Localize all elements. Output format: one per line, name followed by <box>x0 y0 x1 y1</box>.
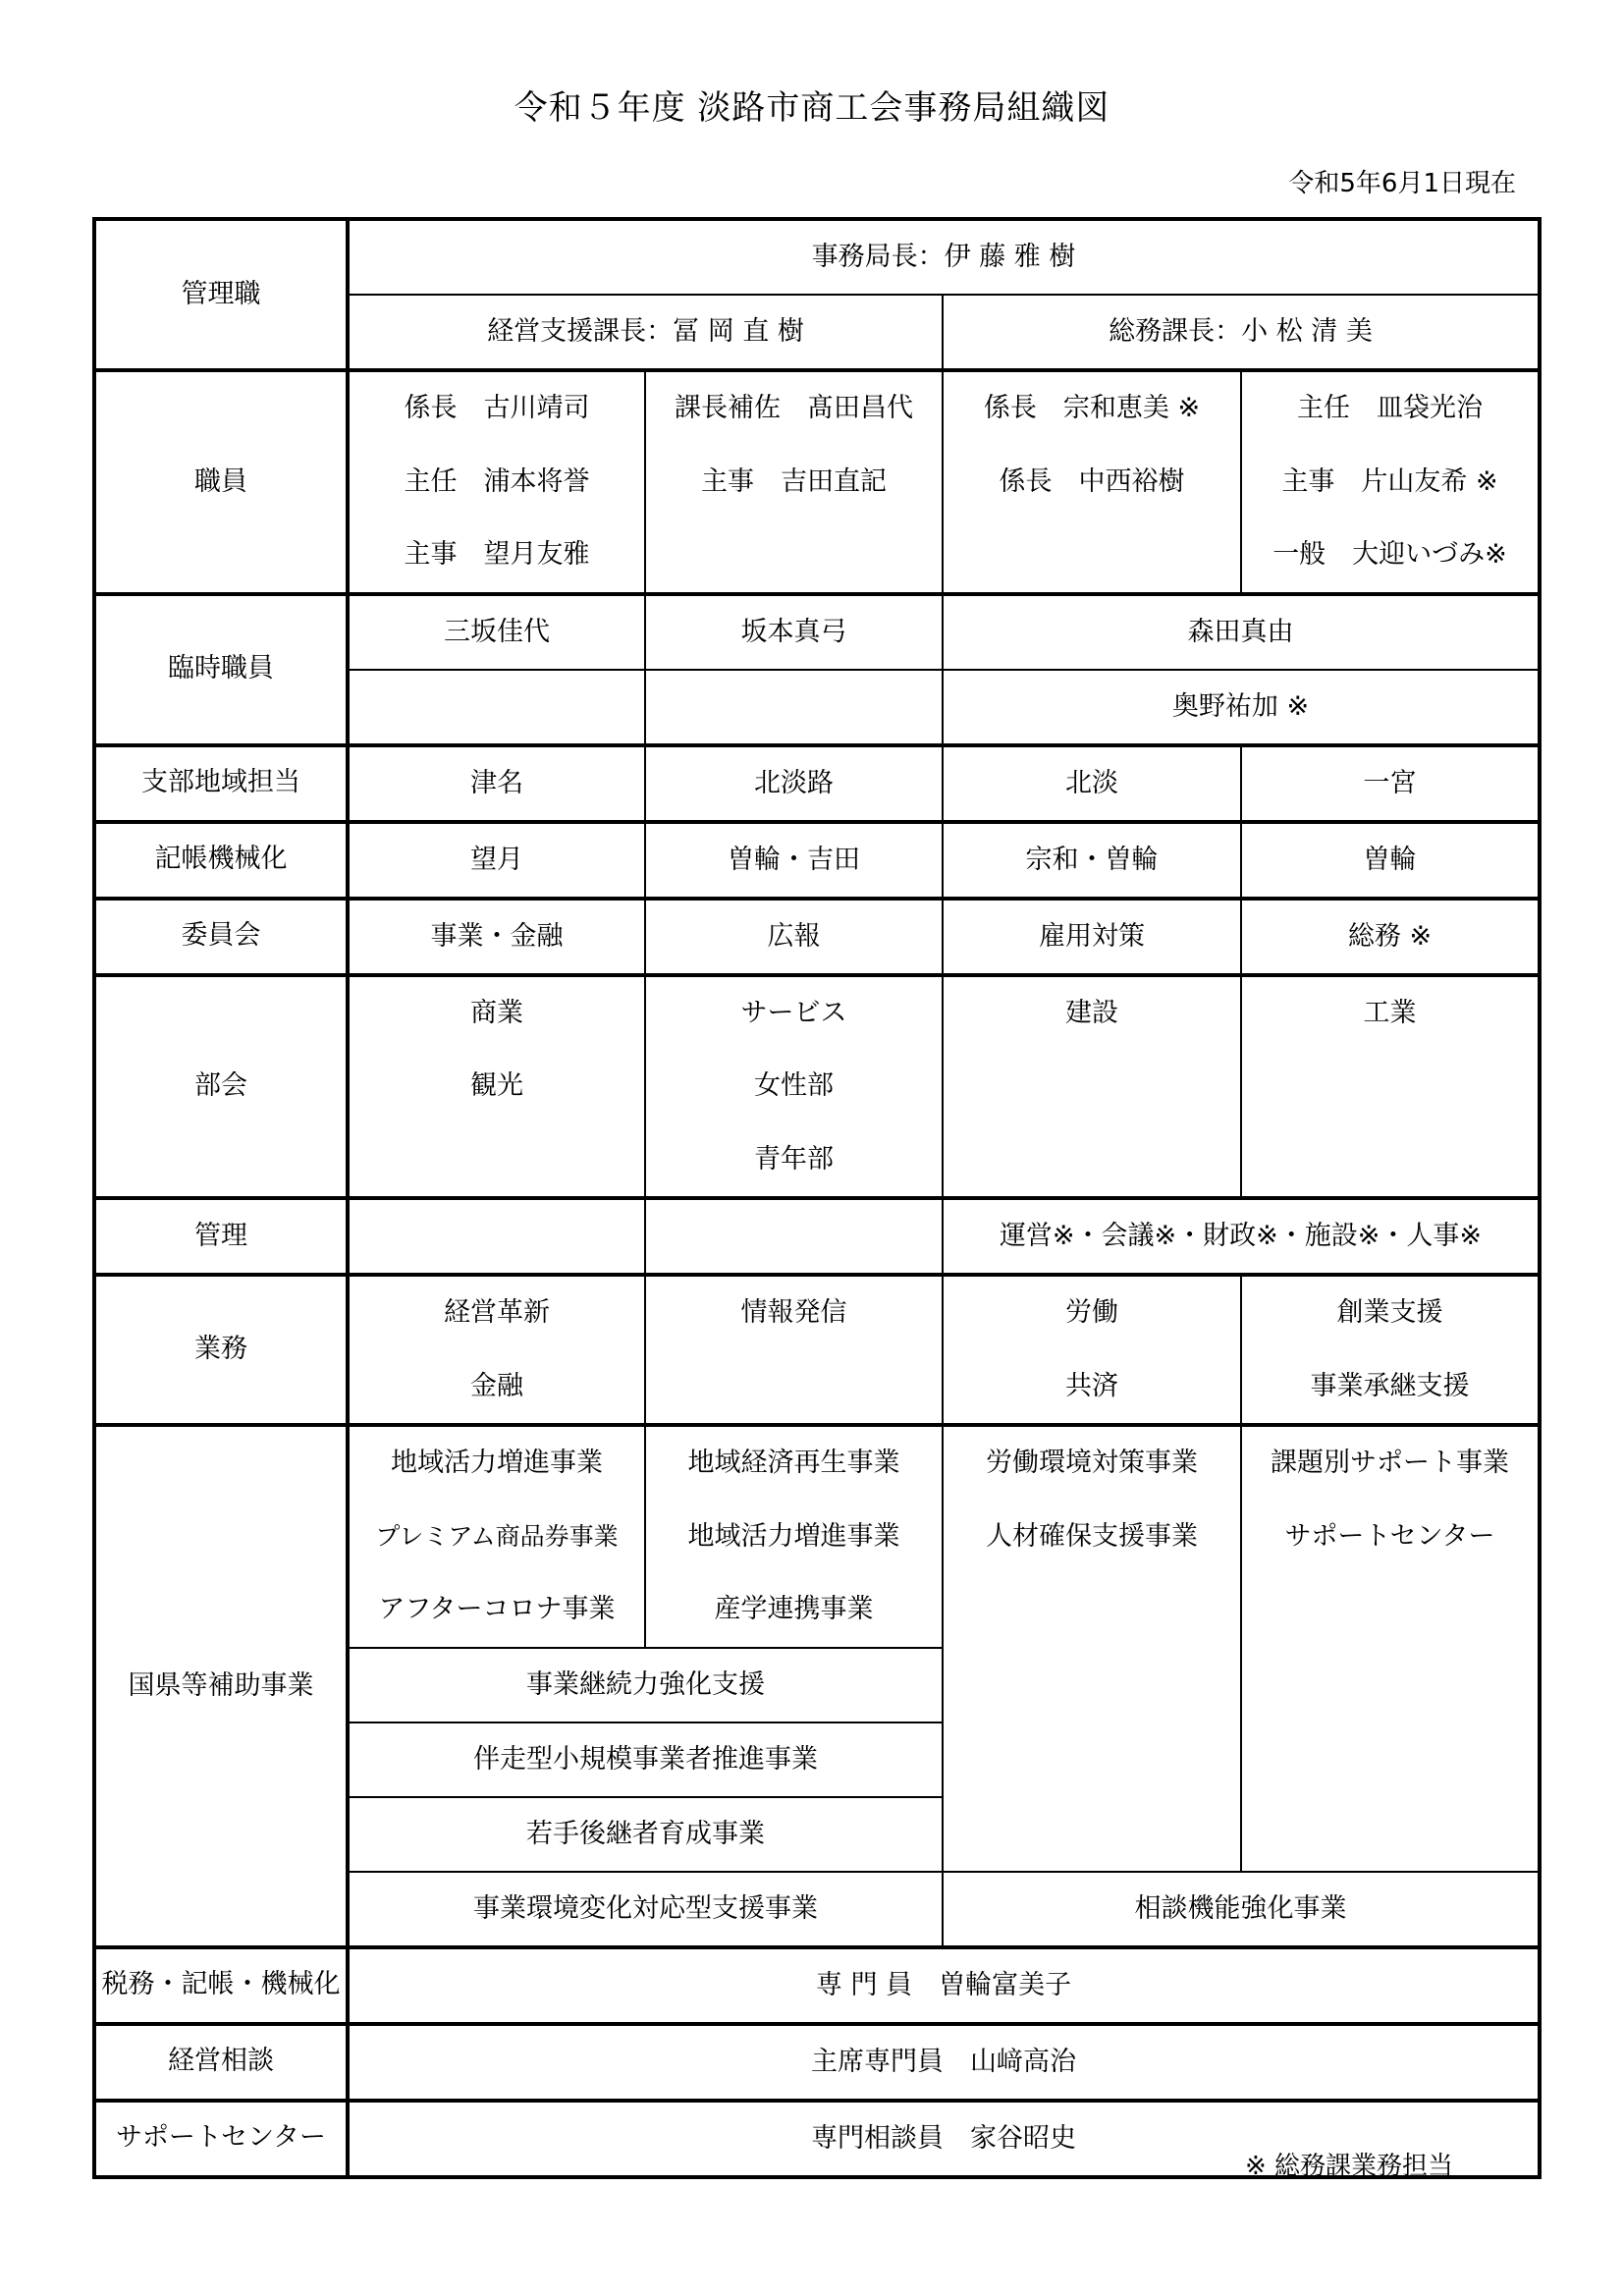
subsidy-item: 人材確保支援事業 <box>986 1520 1198 1552</box>
subsidy-item: プレミアム商品券事業 <box>375 1521 619 1551</box>
division-item: 女性部 <box>754 1070 834 1101</box>
row-label-subsidy: 国県等補助事業 <box>94 1425 348 1947</box>
admin-cell-empty <box>348 1198 645 1275</box>
work-item: 金融 <box>470 1370 523 1401</box>
subsidy-wide-row: 若手後継者育成事業 <box>348 1797 943 1872</box>
subsidy-item: アフターコロナ事業 <box>378 1594 616 1624</box>
row-label-consult: 経営相談 <box>94 2024 348 2101</box>
division-item: 商業 <box>470 997 523 1028</box>
work-spacer <box>646 1350 942 1424</box>
tax-cell: 専 門 員 曽輪富美子 <box>348 1947 1540 2024</box>
staff-member: 係長 中西裕樹 <box>999 465 1185 497</box>
row-label-admin: 管理 <box>94 1198 348 1275</box>
committee-cell: 広報 <box>645 899 943 975</box>
staff-member: 主事 片山友希 ※ <box>1281 465 1498 497</box>
row-label-work: 業務 <box>94 1275 348 1425</box>
subsidy-item: 地域活力増進事業 <box>687 1520 900 1552</box>
committee-cell: 総務 ※ <box>1241 899 1540 975</box>
page-title: 令和５年度 淡路市商工会事務局組織図 <box>514 88 1110 128</box>
row-label-temporary: 臨時職員 <box>94 594 348 745</box>
branch-cell: 津名 <box>348 745 645 822</box>
work-item: 情報発信 <box>740 1297 847 1328</box>
bookkeeping-cell: 宗和・曽輪 <box>943 822 1241 899</box>
director-cell: 事務局長：伊 藤 雅 樹 <box>348 219 1540 295</box>
temporary-cell-empty <box>645 670 943 745</box>
staff-member: 主任 浦本将誉 <box>404 465 590 497</box>
work-item: 事業承継支援 <box>1310 1370 1470 1401</box>
subsidy-item: 地域活力増進事業 <box>391 1448 603 1478</box>
work-column <box>943 1275 1241 1425</box>
subsidy-bottom-cell: 事業環境変化対応型支援事業 <box>348 1872 943 1947</box>
staff-member: 係長 宗和恵美 ※ <box>983 393 1201 423</box>
division-item: サービス <box>740 997 847 1028</box>
subsidy-wide-row: 事業継続力強化支援 <box>348 1648 943 1722</box>
admin-cell-empty <box>645 1198 943 1275</box>
staff-column <box>645 370 943 594</box>
work-column <box>645 1275 943 1425</box>
staff-column <box>1241 370 1540 594</box>
division-spacer <box>350 1123 644 1197</box>
staff-column <box>348 370 645 594</box>
admin-cell: 運営※・会議※・財政※・施設※・人事※ <box>943 1198 1540 1275</box>
staff-column <box>943 370 1241 594</box>
manager-support-cell: 経営支援課長：冨 岡 直 樹 <box>348 295 943 370</box>
subsidy-item: 課題別サポート事業 <box>1271 1448 1509 1478</box>
row-label-branch: 支部地域担当 <box>94 745 348 822</box>
row-label-bookkeeping: 記帳機械化 <box>94 822 348 899</box>
division-column <box>943 975 1241 1199</box>
subsidy-item: 産学連携事業 <box>714 1594 874 1624</box>
subsidy-column <box>943 1425 1241 1872</box>
bookkeeping-cell: 曽輪・吉田 <box>645 822 943 899</box>
division-column <box>348 975 645 1199</box>
subsidy-wide-row: 伴走型小規模事業者推進事業 <box>348 1722 943 1797</box>
subsidy-column <box>348 1425 645 1648</box>
manager-general-cell: 総務課長：小 松 清 美 <box>943 295 1540 370</box>
work-item: 創業支援 <box>1336 1297 1443 1328</box>
staff-member: 主事 吉田直記 <box>701 465 887 497</box>
subsidy-column <box>645 1425 943 1648</box>
row-label-management: 管理職 <box>94 219 348 370</box>
division-item: 観光 <box>470 1070 523 1101</box>
work-item: 共済 <box>1065 1370 1118 1401</box>
row-label-tax: 税務・記帳・機械化 <box>94 1947 348 2024</box>
bookkeeping-cell: 望月 <box>348 822 645 899</box>
division-item: 工業 <box>1363 997 1417 1028</box>
staff-member: 課長補佐 髙田昌代 <box>675 393 913 423</box>
subsidy-column <box>1241 1425 1540 1872</box>
committee-cell: 事業・金融 <box>348 899 645 975</box>
temporary-cell: 坂本真弓 <box>645 594 943 670</box>
consult-cell: 主席専門員 山﨑高治 <box>348 2024 1540 2101</box>
work-item: 経営革新 <box>444 1297 550 1328</box>
temporary-cell: 奥野祐加 ※ <box>943 670 1540 745</box>
division-column <box>1241 975 1540 1199</box>
subsidy-item: 地域経済再生事業 <box>687 1448 900 1478</box>
temporary-cell-empty <box>348 670 645 745</box>
as-of-date: 令和5年6月1日現在 <box>1288 169 1516 198</box>
branch-cell: 一宮 <box>1241 745 1540 822</box>
branch-cell: 北淡路 <box>645 745 943 822</box>
staff-member: 主事 望月友雅 <box>404 539 590 570</box>
temporary-cell: 森田真由 <box>943 594 1540 670</box>
work-column <box>348 1275 645 1425</box>
committee-cell: 雇用対策 <box>943 899 1241 975</box>
work-item: 労働 <box>1065 1297 1118 1328</box>
work-column <box>1241 1275 1540 1425</box>
staff-member: 係長 古川靖司 <box>404 393 590 423</box>
row-label-divisions: 部会 <box>94 975 348 1199</box>
footnote: ※ 総務課業務担当 <box>1245 2152 1454 2181</box>
org-chart-table <box>92 217 1542 2179</box>
row-label-committee: 委員会 <box>94 899 348 975</box>
division-item: 青年部 <box>754 1143 834 1175</box>
division-column <box>645 975 943 1199</box>
subsidy-bottom-cell: 相談機能強化事業 <box>943 1872 1540 1947</box>
subsidy-item: サポートセンター <box>1284 1520 1495 1552</box>
temporary-cell: 三坂佳代 <box>348 594 645 670</box>
row-label-staff: 職員 <box>94 370 348 594</box>
row-label-support: サポートセンター <box>94 2101 348 2177</box>
staff-member: 一般 大迎いづみ※ <box>1272 539 1507 570</box>
division-item: 建設 <box>1065 997 1118 1028</box>
branch-cell: 北淡 <box>943 745 1241 822</box>
bookkeeping-cell: 曽輪 <box>1241 822 1540 899</box>
subsidy-item: 労働環境対策事業 <box>986 1448 1198 1478</box>
support-cell: 専門相談員 家谷昭史 <box>348 2101 1540 2177</box>
staff-member: 主任 皿袋光治 <box>1297 393 1483 423</box>
